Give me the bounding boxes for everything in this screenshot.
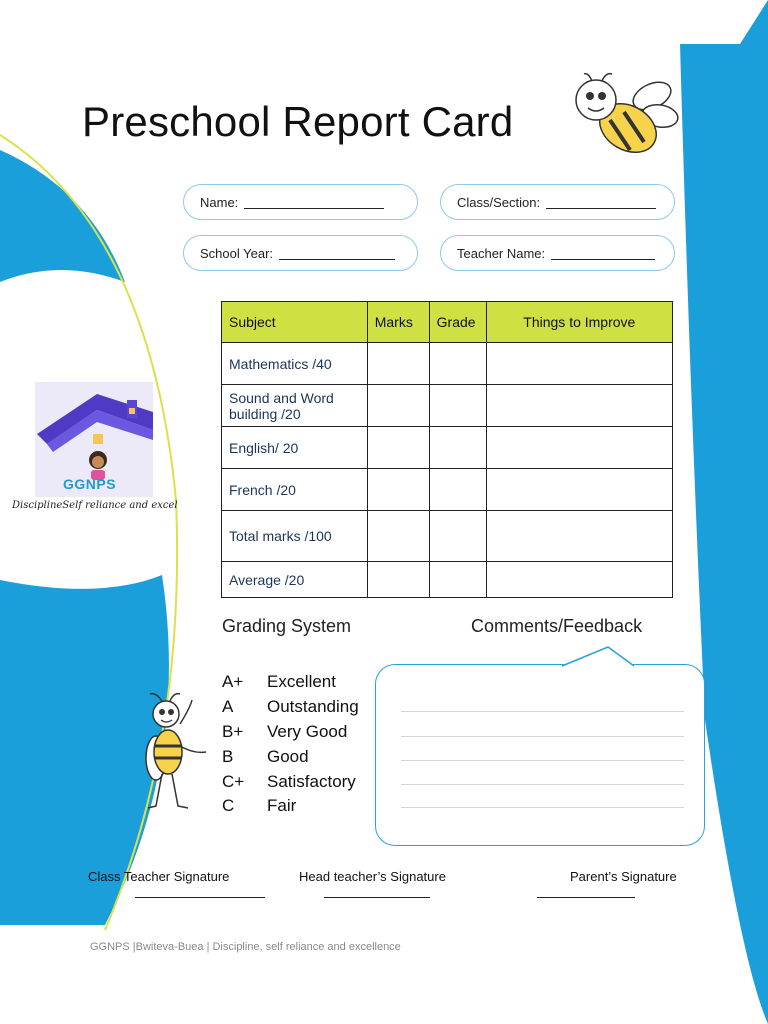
header-subject: Subject — [222, 302, 368, 343]
grade-letter: B — [222, 746, 234, 766]
grade-item — [222, 744, 359, 769]
head-teacher-signature-label: Head teacher’s Signature — [299, 869, 446, 884]
grade-letter: A — [222, 697, 234, 717]
header-marks: Marks — [367, 302, 429, 343]
head-teacher-signature-line — [324, 897, 430, 898]
grading-system-heading: Grading System — [222, 616, 352, 636]
header-things-to-improve: Things to Improve — [486, 302, 672, 343]
grade-label: Satisfactory — [267, 771, 356, 791]
grade-cell[interactable] — [429, 511, 486, 562]
grade-letter: A+ — [222, 672, 244, 692]
speech-bubble-tail — [560, 645, 636, 667]
table-row — [222, 385, 673, 427]
table-row — [222, 562, 673, 598]
improve-cell[interactable] — [486, 562, 672, 598]
table-header-row — [222, 302, 673, 343]
school-year-label: School Year: — [200, 245, 274, 261]
class-section-field[interactable] — [440, 184, 675, 220]
grade-cell[interactable] — [429, 385, 486, 427]
grade-label: Outstanding — [267, 697, 359, 717]
name-field[interactable] — [183, 184, 418, 220]
grade-cell[interactable] — [429, 343, 486, 385]
comments-feedback-box[interactable] — [375, 664, 705, 846]
subject-cell: Sound and Word building /20 — [222, 385, 368, 427]
improve-cell[interactable] — [486, 469, 672, 511]
improve-cell[interactable] — [486, 385, 672, 427]
school-tagline: DisciplineSelf reliance and excel — [12, 500, 178, 511]
comment-line — [401, 784, 684, 785]
grade-letter: C+ — [222, 771, 245, 791]
subject-cell: Total marks /100 — [222, 511, 368, 562]
table-row — [222, 343, 673, 385]
class-teacher-signature-label: Class Teacher Signature — [88, 869, 230, 884]
comments-heading: Comments/Feedback — [471, 616, 643, 636]
class-section-blank-line — [546, 196, 656, 209]
table-row — [222, 511, 673, 562]
standing-bee-icon — [142, 688, 210, 814]
grade-label: Very Good — [267, 721, 348, 741]
grade-item — [222, 695, 359, 720]
grade-item — [222, 794, 359, 819]
table-row — [222, 427, 673, 469]
header-grade: Grade — [429, 302, 486, 343]
class-teacher-signature-line — [135, 897, 265, 898]
parent-signature-line — [537, 897, 635, 898]
subject-cell: French /20 — [222, 469, 368, 511]
teacher-name-field[interactable] — [440, 235, 675, 271]
subject-cell: English/ 20 — [222, 427, 368, 469]
grade-item — [222, 769, 359, 794]
marks-cell[interactable] — [367, 469, 429, 511]
grade-letter: B+ — [222, 721, 244, 741]
comment-line — [401, 736, 684, 737]
improve-cell[interactable] — [486, 427, 672, 469]
parent-signature-label: Parent’s Signature — [570, 869, 677, 884]
marks-cell[interactable] — [367, 511, 429, 562]
footer-text: GGNPS |Bwiteva-Buea | Discipline, self reliance and excellence — [90, 941, 401, 953]
name-label: Name: — [200, 194, 239, 210]
subject-cell: Average /20 — [222, 562, 368, 598]
grade-item — [222, 670, 359, 695]
comment-line — [401, 760, 684, 761]
grading-list — [222, 670, 359, 819]
improve-cell[interactable] — [486, 343, 672, 385]
school-name: GGNPS — [63, 476, 117, 492]
grade-cell[interactable] — [429, 469, 486, 511]
class-section-label: Class/Section: — [457, 194, 541, 210]
flying-bee-icon — [566, 70, 684, 166]
marks-table — [221, 301, 673, 598]
grade-label: Good — [267, 746, 309, 766]
grade-cell[interactable] — [429, 427, 486, 469]
table-row — [222, 469, 673, 511]
comment-line — [401, 807, 684, 808]
subject-cell: Mathematics /40 — [222, 343, 368, 385]
name-blank-line — [244, 196, 384, 209]
school-year-blank-line — [279, 247, 395, 260]
improve-cell[interactable] — [486, 511, 672, 562]
grade-label: Fair — [267, 796, 297, 816]
teacher-name-blank-line — [551, 247, 655, 260]
marks-cell[interactable] — [367, 343, 429, 385]
grade-cell[interactable] — [429, 562, 486, 598]
school-year-field[interactable] — [183, 235, 418, 271]
comment-line — [401, 711, 684, 712]
grade-item — [222, 720, 359, 745]
marks-cell[interactable] — [367, 427, 429, 469]
teacher-name-label: Teacher Name: — [457, 245, 546, 261]
marks-cell[interactable] — [367, 562, 429, 598]
grade-letter: C — [222, 796, 235, 816]
grade-label: Excellent — [267, 672, 336, 692]
page-title: Preschool Report Card — [82, 98, 514, 145]
marks-cell[interactable] — [367, 385, 429, 427]
